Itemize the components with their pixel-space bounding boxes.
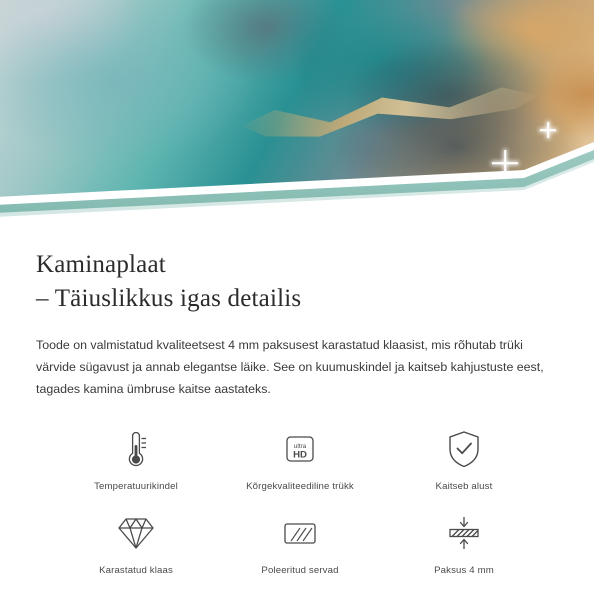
feature-label: Karastatud klaas (99, 565, 173, 577)
feature-label: Poleeritud servad (261, 565, 339, 577)
product-description: Toode on valmistatud kvaliteetsest 4 mm paksusest karastatud klaasist, mis rõhutab trüki värvide sügavust ja annab elegantse läike. See on kuumuskindel ja kaitseb kahjustuste eest, tagades kamina ümbruse kaitse aastateks. (36, 338, 544, 397)
thickness-icon (443, 510, 485, 556)
polished-edges-icon (279, 510, 321, 556)
feature-item (382, 510, 546, 576)
diamond-icon (114, 510, 158, 556)
content-area (0, 248, 600, 576)
feature-label: Kõrgekvaliteediline trükk (246, 481, 354, 493)
feature-label: Temperatuurikindel (94, 481, 178, 493)
svg-text:HD: HD (293, 449, 307, 461)
headline-line-1: Kaminaplaat (36, 251, 166, 278)
feature-item (54, 426, 218, 492)
shield-check-icon (444, 426, 484, 472)
hero-product-image (0, 0, 600, 222)
headline-line-2: – Täiuslikkus igas detailis (36, 285, 302, 312)
page-title (36, 248, 564, 316)
feature-item (218, 426, 382, 492)
feature-label: Kaitseb alust (435, 481, 493, 493)
ultra-hd-icon (280, 426, 320, 472)
svg-text:ultra: ultra (293, 443, 307, 451)
feature-item (218, 510, 382, 576)
feature-grid (36, 426, 564, 576)
feature-item (382, 426, 546, 492)
feature-label: Paksus 4 mm (434, 565, 494, 577)
feature-item (54, 510, 218, 576)
thermometer-icon (119, 426, 153, 472)
